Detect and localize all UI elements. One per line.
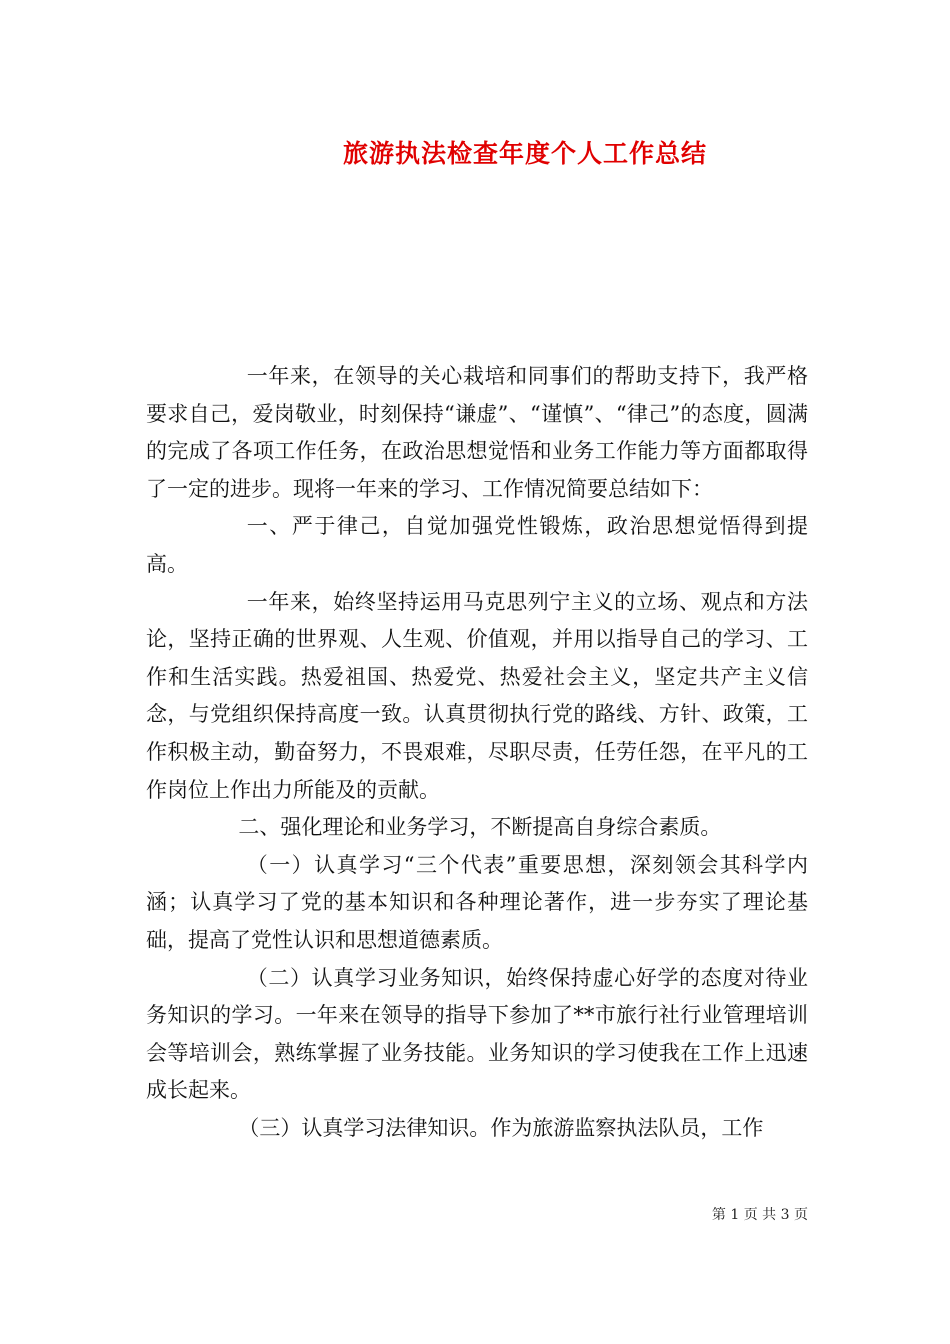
page-number-footer: 第 1 页 共 3 页 (711, 1207, 808, 1223)
paragraph-item-3: （三）认真学习法律知识。作为旅游监察执法队员，工作 (238, 1115, 764, 1140)
paragraph-item-1: （一）认真学习“三个代表”重要思想，深刻领会其科学内涵；认真学习了党的基本知识和各种理论著作，进一步夯实了理论基础，提高了党性认识和思想道德素质。 (146, 852, 808, 952)
paragraph-intro: 一年来，在领导的关心栽培和同事们的帮助支持下，我严格要求自己，爱岗敬业，时刻保持“谦虚”、“谨慎”、“律己”的态度，圆满的完成了各项工作任务，在政治思想觉悟和业务工作能力等方面都取得了一定的进步。现将一年来的学习、工作情况简要总结如下： (146, 364, 808, 501)
document-title: 旅游执法检查年度个人工作总结 (342, 139, 707, 168)
section-heading-1: 一、严于律己，自觉加强党性锻炼，政治思想觉悟得到提高。 (146, 514, 808, 576)
paragraph-section-1: 一年来，始终坚持运用马克思列宁主义的立场、观点和方法论，坚持正确的世界观、人生观、价值观，并用以指导自己的学习、工作和生活实践。热爱祖国、热爱党、热爱社会主义，坚定共产主义信念，与党组织保持高度一致。认真贯彻执行党的路线、方针、政策，工作积极主动，勤奋努力，不畏艰难，尽职尽责，任劳任怨，在平凡的工作岗位上作出力所能及的贡献。 (146, 589, 808, 802)
section-heading-2: 二、强化理论和业务学习，不断提高自身综合素质。 (238, 815, 722, 840)
document-body (146, 358, 808, 1147)
paragraph-item-2: （二）认真学习业务知识，始终保持虚心好学的态度对待业务知识的学习。一年来在领导的指导下参加了**市旅行社行业管理培训会等培训会，熟练掌握了业务技能。业务知识的学习使我在工作上迅速成长起来。 (146, 965, 808, 1103)
